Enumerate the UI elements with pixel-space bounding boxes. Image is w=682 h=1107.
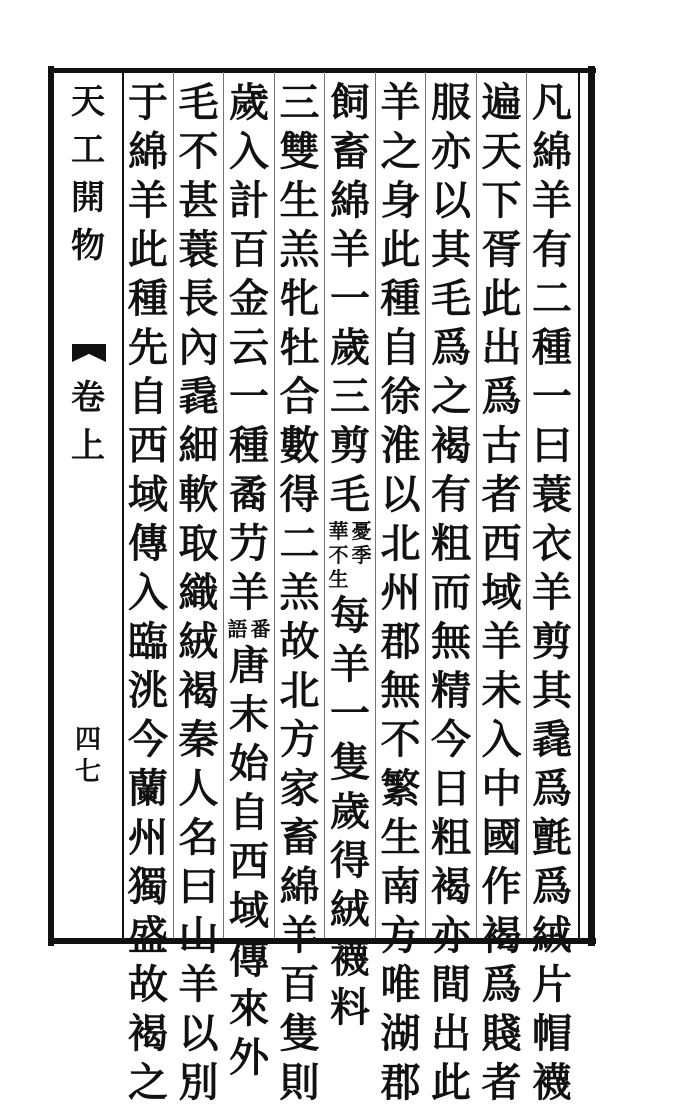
- character: 此: [481, 275, 522, 322]
- character: 歲: [330, 788, 370, 835]
- character: 羊: [330, 226, 370, 273]
- character: 無: [380, 667, 421, 714]
- note-character: 語: [227, 617, 248, 641]
- character: 蓑: [532, 471, 572, 518]
- character: 褐: [431, 422, 471, 469]
- character: 日: [431, 765, 471, 812]
- character: 褐: [178, 667, 219, 714]
- character: 褐: [481, 912, 522, 959]
- character: 爲: [481, 373, 522, 420]
- folio-number-text: [62, 724, 114, 788]
- character: 名: [178, 814, 219, 861]
- margin-glyph: 開: [71, 178, 105, 218]
- folio-number: [62, 724, 114, 788]
- character: 得: [330, 837, 370, 884]
- note-line: [328, 519, 350, 591]
- character: 亦: [431, 128, 471, 175]
- character: 牝: [279, 275, 320, 322]
- character: 先: [128, 324, 168, 371]
- character: 此: [128, 226, 168, 273]
- note-character: 番: [250, 617, 271, 641]
- text-run: [173, 78, 225, 1107]
- character: 天: [481, 128, 522, 175]
- character: 末: [229, 691, 269, 738]
- character: 自: [229, 789, 269, 836]
- text-column: [324, 78, 376, 1031]
- character: 今: [431, 716, 471, 763]
- character: 隻: [279, 1010, 320, 1057]
- juan-label: [62, 374, 114, 470]
- margin-glyph: 卷: [71, 378, 105, 418]
- character: 爲: [481, 961, 522, 1008]
- character: 內: [178, 324, 219, 371]
- interlinear-note: [328, 519, 373, 591]
- character: 金: [229, 275, 269, 322]
- character: 蘭: [128, 765, 168, 812]
- character: 繁: [380, 765, 421, 812]
- character: 湖: [380, 1010, 421, 1057]
- character: 南: [380, 863, 421, 910]
- frame-left-rule: [48, 66, 54, 946]
- character: 曰: [532, 422, 572, 469]
- text-column: [476, 78, 528, 1106]
- character: 秦: [178, 716, 219, 763]
- character: 有: [532, 226, 572, 273]
- character: 帽: [532, 1010, 572, 1057]
- character: 羊: [330, 641, 370, 688]
- character: 之: [380, 128, 421, 175]
- character: 一: [330, 275, 370, 322]
- character: 歲: [330, 324, 370, 371]
- character: 綿: [532, 128, 572, 175]
- character: 爲: [532, 765, 572, 812]
- character: 絨: [178, 618, 219, 665]
- character: 得: [279, 471, 320, 518]
- character: 羊: [380, 79, 421, 126]
- character: 合: [279, 373, 320, 420]
- character: 淮: [380, 422, 421, 469]
- text-run: [122, 78, 174, 1107]
- character: 始: [229, 740, 269, 787]
- character: 賤: [481, 1010, 522, 1057]
- text-run: [526, 78, 578, 1107]
- character: 有: [431, 471, 471, 518]
- character: 生: [380, 814, 421, 861]
- character: 不: [178, 128, 219, 175]
- text-column: [274, 78, 326, 1106]
- text-run: [324, 78, 376, 519]
- character: 唯: [380, 961, 421, 1008]
- note-line: [351, 519, 373, 567]
- character: 盛: [128, 912, 168, 959]
- character: 二: [532, 275, 572, 322]
- character: 州: [380, 569, 421, 616]
- character: 域: [481, 569, 522, 616]
- character: 畜: [279, 814, 320, 861]
- character: 洮: [128, 667, 168, 714]
- margin-glyph: 四: [74, 725, 101, 755]
- character: 粗: [431, 814, 471, 861]
- character: 綿: [330, 177, 370, 224]
- note-character: 生: [328, 567, 349, 591]
- character: 粗: [431, 520, 471, 567]
- juan-label-text: [62, 374, 114, 470]
- character: 蓑: [178, 226, 219, 273]
- character: 傳: [128, 520, 168, 567]
- character: 者: [481, 1059, 522, 1106]
- character: 于: [128, 79, 168, 126]
- character: 矞: [229, 471, 269, 518]
- text-column: [425, 78, 477, 1106]
- character: 爲: [431, 324, 471, 371]
- margin-glyph: 物: [71, 226, 105, 266]
- character: 種: [128, 275, 168, 322]
- character: 種: [229, 422, 269, 469]
- text-run: [324, 591, 376, 1032]
- character: 其: [431, 226, 471, 273]
- character: 羔: [279, 569, 320, 616]
- text-column: [122, 78, 174, 1106]
- character: 種: [532, 324, 572, 371]
- character: 臨: [128, 618, 168, 665]
- character: 獨: [128, 863, 168, 910]
- character: 別: [178, 1059, 219, 1106]
- character: 片: [532, 961, 572, 1008]
- character: 長: [178, 275, 219, 322]
- character: 二: [279, 520, 320, 567]
- character: 以: [431, 177, 471, 224]
- character: 自: [380, 324, 421, 371]
- margin-glyph: 工: [71, 130, 105, 170]
- character: 之: [128, 1059, 168, 1106]
- character: 一: [330, 690, 370, 737]
- character: 西: [128, 422, 168, 469]
- note-character: 不: [328, 543, 349, 567]
- margin-glyph: 天: [71, 82, 105, 122]
- character: 料: [330, 984, 370, 1031]
- character: 百: [279, 961, 320, 1008]
- character: 北: [380, 520, 421, 567]
- character: 牡: [279, 324, 320, 371]
- character: 方: [380, 912, 421, 959]
- text-column: [223, 78, 275, 1081]
- character: 綿: [128, 128, 168, 175]
- character: 此: [380, 226, 421, 273]
- frame-top-rule: [48, 68, 596, 73]
- character: 生: [279, 177, 320, 224]
- character: 軟: [178, 471, 219, 518]
- text-column: [173, 78, 225, 1106]
- character: 郡: [380, 1059, 421, 1106]
- character: 毛: [330, 471, 370, 518]
- character: 入: [229, 128, 269, 175]
- character: 羊: [532, 569, 572, 616]
- character: 徐: [380, 373, 421, 420]
- character: 下: [481, 177, 522, 224]
- book-title-text: [62, 78, 114, 270]
- character: 無: [431, 618, 471, 665]
- note-character: 憂: [351, 519, 372, 543]
- character: 之: [431, 373, 471, 420]
- character: 飼: [330, 79, 370, 126]
- frame-right-rule: [588, 66, 595, 946]
- character: 細: [178, 422, 219, 469]
- character: 羔: [279, 226, 320, 273]
- character: 甚: [178, 177, 219, 224]
- character: 作: [481, 863, 522, 910]
- character: 氈: [532, 814, 572, 861]
- character: 毛: [178, 79, 219, 126]
- note-line: [227, 617, 249, 641]
- text-run: [476, 78, 528, 1107]
- margin-glyph: 七: [74, 757, 101, 787]
- text-column: [526, 78, 578, 1106]
- character: 山: [178, 912, 219, 959]
- character: 毳: [532, 716, 572, 763]
- character: 間: [431, 961, 471, 1008]
- character: 以: [380, 471, 421, 518]
- character: 織: [178, 569, 219, 616]
- frame-inner-right-rule: [578, 70, 580, 940]
- character: 此: [431, 1059, 471, 1106]
- character: 國: [481, 814, 522, 861]
- book-margin: [58, 74, 120, 936]
- character: 毳: [178, 373, 219, 420]
- character: 百: [229, 226, 269, 273]
- character: 取: [178, 520, 219, 567]
- character: 綿: [279, 863, 320, 910]
- character: 凡: [532, 79, 572, 126]
- character: 羊: [229, 569, 269, 616]
- text-run: [274, 78, 326, 1107]
- character: 亦: [431, 912, 471, 959]
- character: 一: [229, 373, 269, 420]
- character: 每: [330, 592, 370, 639]
- interlinear-note: [227, 617, 272, 641]
- character: 而: [431, 569, 471, 616]
- character: 三: [279, 79, 320, 126]
- character: 外: [229, 1034, 269, 1081]
- character: 云: [229, 324, 269, 371]
- character: 一: [532, 373, 572, 420]
- character: 入: [481, 716, 522, 763]
- note-character: 季: [351, 543, 372, 567]
- note-line: [250, 617, 272, 641]
- fishtail-mark: [72, 344, 106, 362]
- character: 雙: [279, 128, 320, 175]
- character: 遍: [481, 79, 522, 126]
- character: 曰: [178, 863, 219, 910]
- character: 襪: [330, 935, 370, 982]
- character: 北: [279, 667, 320, 714]
- character: 精: [431, 667, 471, 714]
- character: 出: [431, 1010, 471, 1057]
- character: 故: [128, 961, 168, 1008]
- character: 毛: [431, 275, 471, 322]
- character: 人: [178, 765, 219, 812]
- text-column: [375, 78, 427, 1106]
- character: 唐: [229, 642, 269, 689]
- character: 三: [330, 373, 370, 420]
- character: 古: [481, 422, 522, 469]
- character: 計: [229, 177, 269, 224]
- character: 絨: [330, 886, 370, 933]
- character: 出: [481, 324, 522, 371]
- character: 襪: [532, 1059, 572, 1106]
- character: 傳: [229, 936, 269, 983]
- character: 自: [128, 373, 168, 420]
- character: 衣: [532, 520, 572, 567]
- character: 未: [481, 667, 522, 714]
- character: 胥: [481, 226, 522, 273]
- character: 今: [128, 716, 168, 763]
- character: 剪: [532, 618, 572, 665]
- character: 州: [128, 814, 168, 861]
- character: 羊: [481, 618, 522, 665]
- note-character: 華: [328, 519, 349, 543]
- character: 以: [178, 1010, 219, 1057]
- character: 身: [380, 177, 421, 224]
- character: 家: [279, 765, 320, 812]
- book-title: [62, 78, 114, 270]
- character: 入: [128, 569, 168, 616]
- character: 者: [481, 471, 522, 518]
- character: 數: [279, 422, 320, 469]
- character: 域: [128, 471, 168, 518]
- character: 畜: [330, 128, 370, 175]
- character: 西: [229, 838, 269, 885]
- character: 故: [279, 618, 320, 665]
- character: 羊: [532, 177, 572, 224]
- character: 其: [532, 667, 572, 714]
- character: 種: [380, 275, 421, 322]
- character: 剪: [330, 422, 370, 469]
- character: 中: [481, 765, 522, 812]
- character: 隻: [330, 739, 370, 786]
- text-run: [223, 78, 275, 617]
- character: 不: [380, 716, 421, 763]
- character: 方: [279, 716, 320, 763]
- character: 域: [229, 887, 269, 934]
- character: 褐: [431, 863, 471, 910]
- margin-glyph: 上: [71, 426, 105, 466]
- character: 郡: [380, 618, 421, 665]
- text-run: [425, 78, 477, 1107]
- character: 褐: [128, 1010, 168, 1057]
- character: 羊: [178, 961, 219, 1008]
- character: 芀: [229, 520, 269, 567]
- text-run: [223, 641, 275, 1082]
- character: 來: [229, 985, 269, 1032]
- character: 羊: [128, 177, 168, 224]
- character: 絨: [532, 912, 572, 959]
- text-run: [375, 78, 427, 1107]
- character: 羊: [279, 912, 320, 959]
- character: 服: [431, 79, 471, 126]
- character: 爲: [532, 863, 572, 910]
- character: 西: [481, 520, 522, 567]
- character: 歲: [229, 79, 269, 126]
- character: 則: [279, 1059, 320, 1106]
